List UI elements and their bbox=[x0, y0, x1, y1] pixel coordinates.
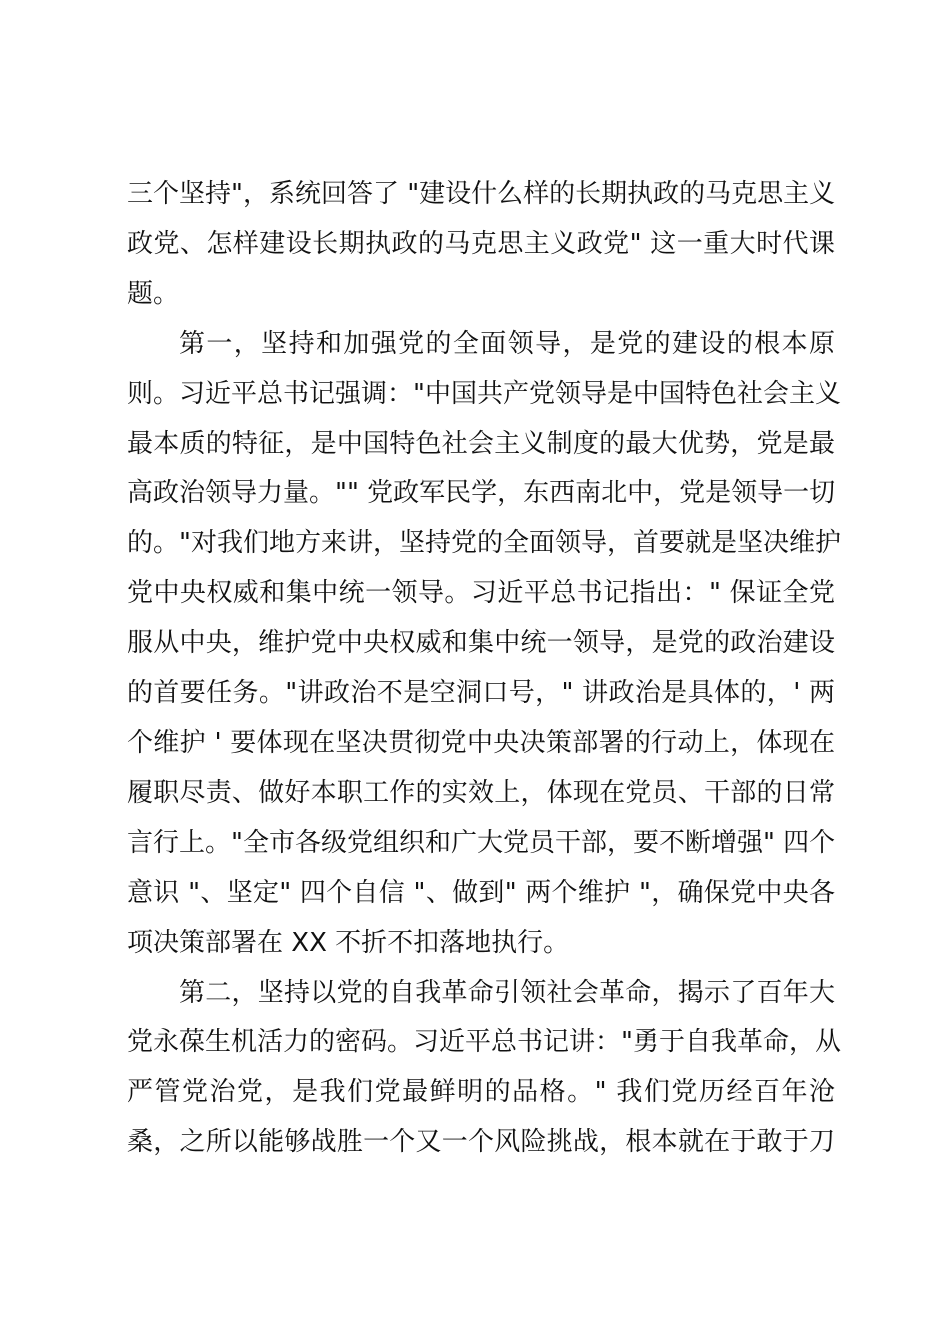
text-line: 第一，坚持和加强党的全面领导，是党的建设的根本原 bbox=[179, 328, 835, 359]
paragraph-point-one bbox=[127, 320, 841, 969]
text-line: 第二，坚持以党的自我革命引领社会革命，揭示了百年大 bbox=[179, 977, 835, 1008]
text-line: 三个坚持"，系统回答了 "建设什么样的长期执政的马克思主义 bbox=[127, 179, 836, 209]
text-line: 桑，之所以能够战胜一个又一个风险挑战，根本就在于敢于刀 bbox=[127, 1127, 835, 1158]
paragraph-intro-continuation bbox=[127, 170, 835, 320]
text-line: 题。 bbox=[127, 278, 180, 309]
text-line: 履职尽责、做好本职工作的实效上，体现在党员、干部的日常 bbox=[127, 777, 835, 808]
text-line: 个维护 ' 要体现在坚决贯彻党中央决策部署的行动上，体现在 bbox=[127, 727, 835, 758]
text-line: 言行上。"全市各级党组织和广大党员干部，要不断增强" 四个 bbox=[127, 827, 836, 858]
text-line: 最本质的特征，是中国特色社会主义制度的最大优势，党是最 bbox=[127, 428, 835, 459]
text-line: 的。"对我们地方来讲，坚持党的全面领导，首要就是坚决维护 bbox=[127, 528, 841, 559]
text-line: 则。习近平总书记强调："中国共产党领导是中国特色社会主义 bbox=[127, 378, 841, 409]
text-line: 党永葆生机活力的密码。习近平总书记讲："勇于自我革命，从 bbox=[127, 1027, 841, 1058]
text-line: 的首要任务。"讲政治不是空洞口号，" 讲政治是具体的，' 两 bbox=[127, 678, 835, 709]
text-line: 严管党治党，是我们党最鲜明的品格。" 我们党历经百年沧 bbox=[127, 1077, 835, 1108]
text-line: 意识 "、坚定" 四个自信 "、做到" 两个维护 "，确保党中央各 bbox=[127, 877, 835, 908]
text-line: 高政治领导力量。"" 党政军民学，东西南北中，党是领导一切 bbox=[127, 478, 836, 509]
text-line: 党中央权威和集中统一领导。习近平总书记指出：" 保证全党 bbox=[127, 578, 835, 609]
text-line: 服从中央，维护党中央权威和集中统一领导，是党的政治建设 bbox=[127, 628, 835, 659]
text-line: 项决策部署在 XX 不折不扣落地执行。 bbox=[127, 927, 570, 958]
text-line: 政党、怎样建设长期执政的马克思主义政党" 这一重大时代课 bbox=[127, 228, 835, 259]
paragraph-point-two bbox=[127, 969, 841, 1169]
body-text bbox=[127, 170, 841, 1168]
